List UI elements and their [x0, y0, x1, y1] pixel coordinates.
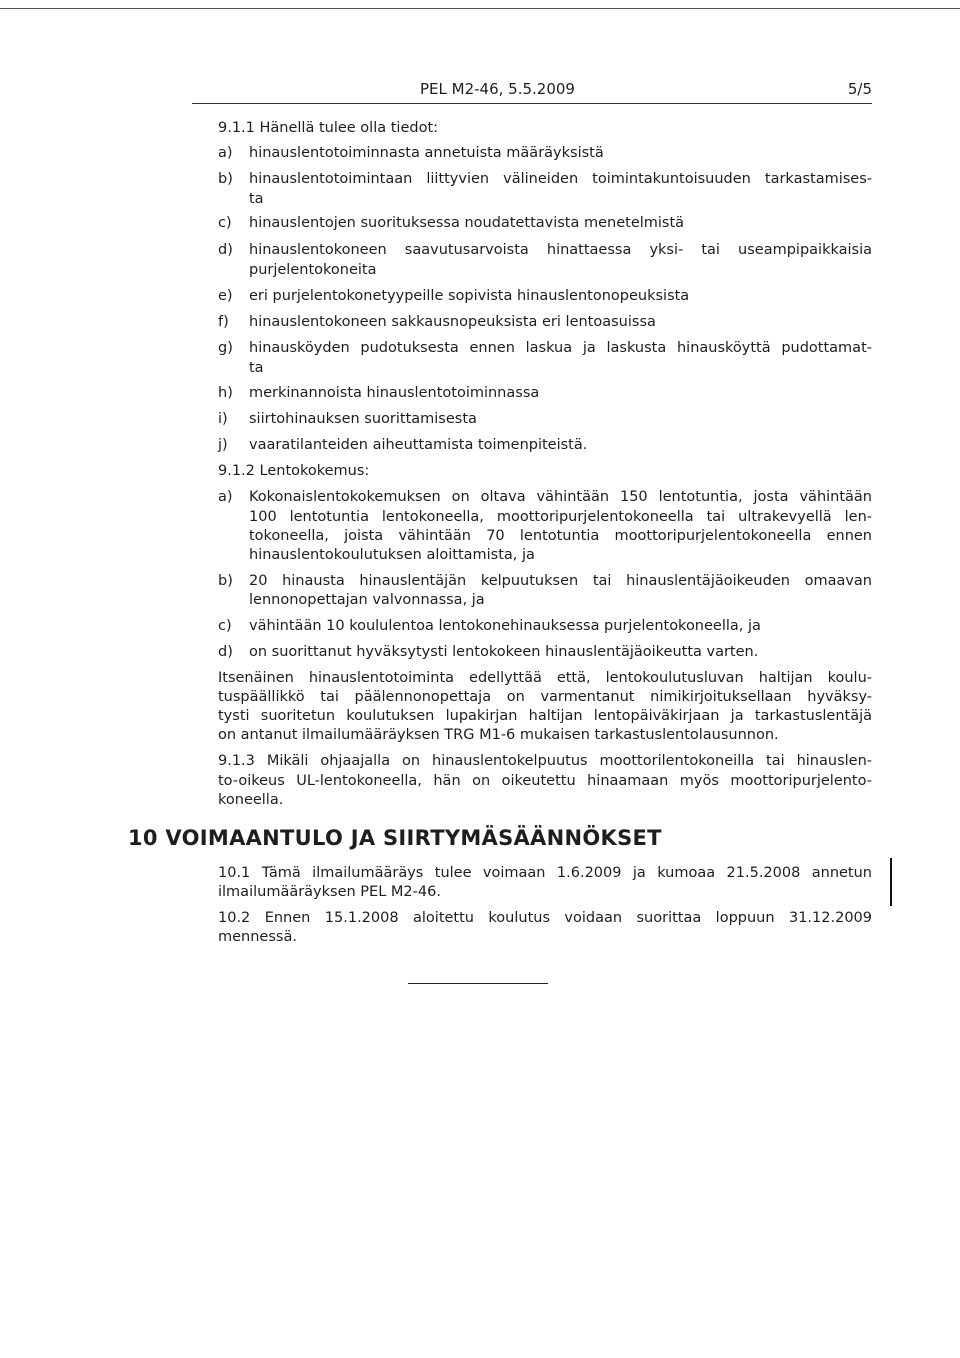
item-label: b) — [218, 171, 233, 187]
item-text: 20 hinausta hinauslentäjän kelpuutuksen tai hinauslentäjäoikeuden omaavan — [249, 573, 872, 589]
paragraph-line: 10.1 Tämä ilmailumääräys tulee voimaan 1.6.2009 ja kumoaa 21.5.2008 annetun — [218, 865, 872, 881]
item-text: hinauslentokoneen saavutusarvoista hinattaessa yksi- tai useampipaikkaisia — [249, 242, 872, 258]
paragraph-line: koneella. — [218, 792, 284, 808]
paragraph-line: Itsenäinen hinauslentotoiminta edellyttää että, lentokoulutusluvan haltijan koulu- — [218, 670, 872, 686]
paragraph-line: tysti suoritetun koulutuksen lupakirjan haltijan lentopäiväkirjaan ja tarkastuslentäjä — [218, 708, 872, 724]
item-label: d) — [218, 242, 233, 258]
item-text: tokoneella, joista vähintään 70 lentotuntia moottoripurjelentokoneella ennen — [249, 528, 872, 544]
item-text: lennonopettajan valvonnassa, ja — [249, 592, 485, 608]
item-text: 100 lentotuntia lentokoneella, moottoripurjelentokoneella tai ultrakevyellä len- — [249, 509, 872, 525]
subsection-title-9-1-2: 9.1.2 Lentokokemus: — [218, 463, 370, 479]
item-text: vähintään 10 koululentoa lentokonehinauksessa purjelentokoneella, ja — [249, 618, 761, 634]
item-text: vaaratilanteiden aiheuttamista toimenpiteistä. — [249, 437, 588, 453]
item-label: h) — [218, 385, 233, 401]
paragraph-line: 9.1.3 Mikäli ohjaajalla on hinauslentokelpuutus moottorilentokoneilla tai hinauslen- — [218, 753, 872, 769]
item-text: Kokonaislentokokemuksen on oltava vähintään 150 lentotuntia, josta vähintään — [249, 489, 872, 505]
item-text: ta — [249, 191, 264, 207]
item-label: a) — [218, 489, 233, 505]
item-label: j) — [218, 437, 228, 453]
item-text: hinausköyden pudotuksesta ennen laskua ja laskusta hinausköyttä pudottamat- — [249, 340, 872, 356]
item-text: on suorittanut hyväksytysti lentokokeen hinauslentäjäoikeutta varten. — [249, 644, 759, 660]
item-text: hinauslentokoneen sakkausnopeuksista eri lentoasuissa — [249, 314, 656, 330]
item-label: d) — [218, 644, 233, 660]
change-bar — [890, 858, 892, 906]
item-label: c) — [218, 618, 232, 634]
item-text: hinauslentotoimintaan liittyvien välineiden toimintakuntoisuuden tarkastamises- — [249, 171, 872, 187]
item-text: purjelentokoneita — [249, 262, 377, 278]
item-text: eri purjelentokonetyypeille sopivista hinauslentonopeuksista — [249, 288, 690, 304]
item-label: i) — [218, 411, 228, 427]
item-label: e) — [218, 288, 233, 304]
document-reference: PEL M2-46, 5.5.2009 — [420, 80, 575, 98]
scan-edge-line — [0, 8, 960, 9]
paragraph-line: to-oikeus UL-lentokoneella, hän on oikeutettu hinaamaan myös moottoripurjelento- — [218, 773, 872, 789]
paragraph-line: 10.2 Ennen 15.1.2008 aloitettu koulutus voidaan suorittaa loppuun 31.12.2009 — [218, 910, 872, 926]
paragraph-line: tuspäällikkö tai päälennonopettaja on varmentanut nimikirjoituksellaan hyväksy- — [218, 689, 872, 705]
paragraph-line: on antanut ilmailumääräyksen TRG M1-6 mukaisen tarkastuslentolausunnon. — [218, 727, 779, 743]
item-text: hinauslentokoulutuksen aloittamista, ja — [249, 547, 535, 563]
item-label: c) — [218, 215, 232, 231]
section-heading-10: 10 VOIMAANTULO JA SIIRTYMÄSÄÄNNÖKSET — [128, 826, 662, 850]
item-text: merkinannoista hinauslentotoiminnassa — [249, 385, 540, 401]
item-text: hinauslentojen suorituksessa noudatettavista menetelmistä — [249, 215, 685, 231]
subsection-title-9-1-1: 9.1.1 Hänellä tulee olla tiedot: — [218, 120, 439, 136]
item-text: ta — [249, 360, 264, 376]
page-number: 5/5 — [847, 80, 872, 98]
paragraph-line: ilmailumääräyksen PEL M2-46. — [218, 884, 441, 900]
item-label: a) — [218, 145, 233, 161]
item-label: f) — [218, 314, 229, 330]
header-rule — [192, 103, 872, 104]
item-label: b) — [218, 573, 233, 589]
item-label: g) — [218, 340, 233, 356]
page-header — [420, 80, 872, 102]
paragraph-line: mennessä. — [218, 929, 297, 945]
item-text: siirtohinauksen suorittamisesta — [249, 411, 477, 427]
end-rule — [408, 983, 548, 984]
item-text: hinauslentotoiminnasta annetuista määräyksistä — [249, 145, 604, 161]
